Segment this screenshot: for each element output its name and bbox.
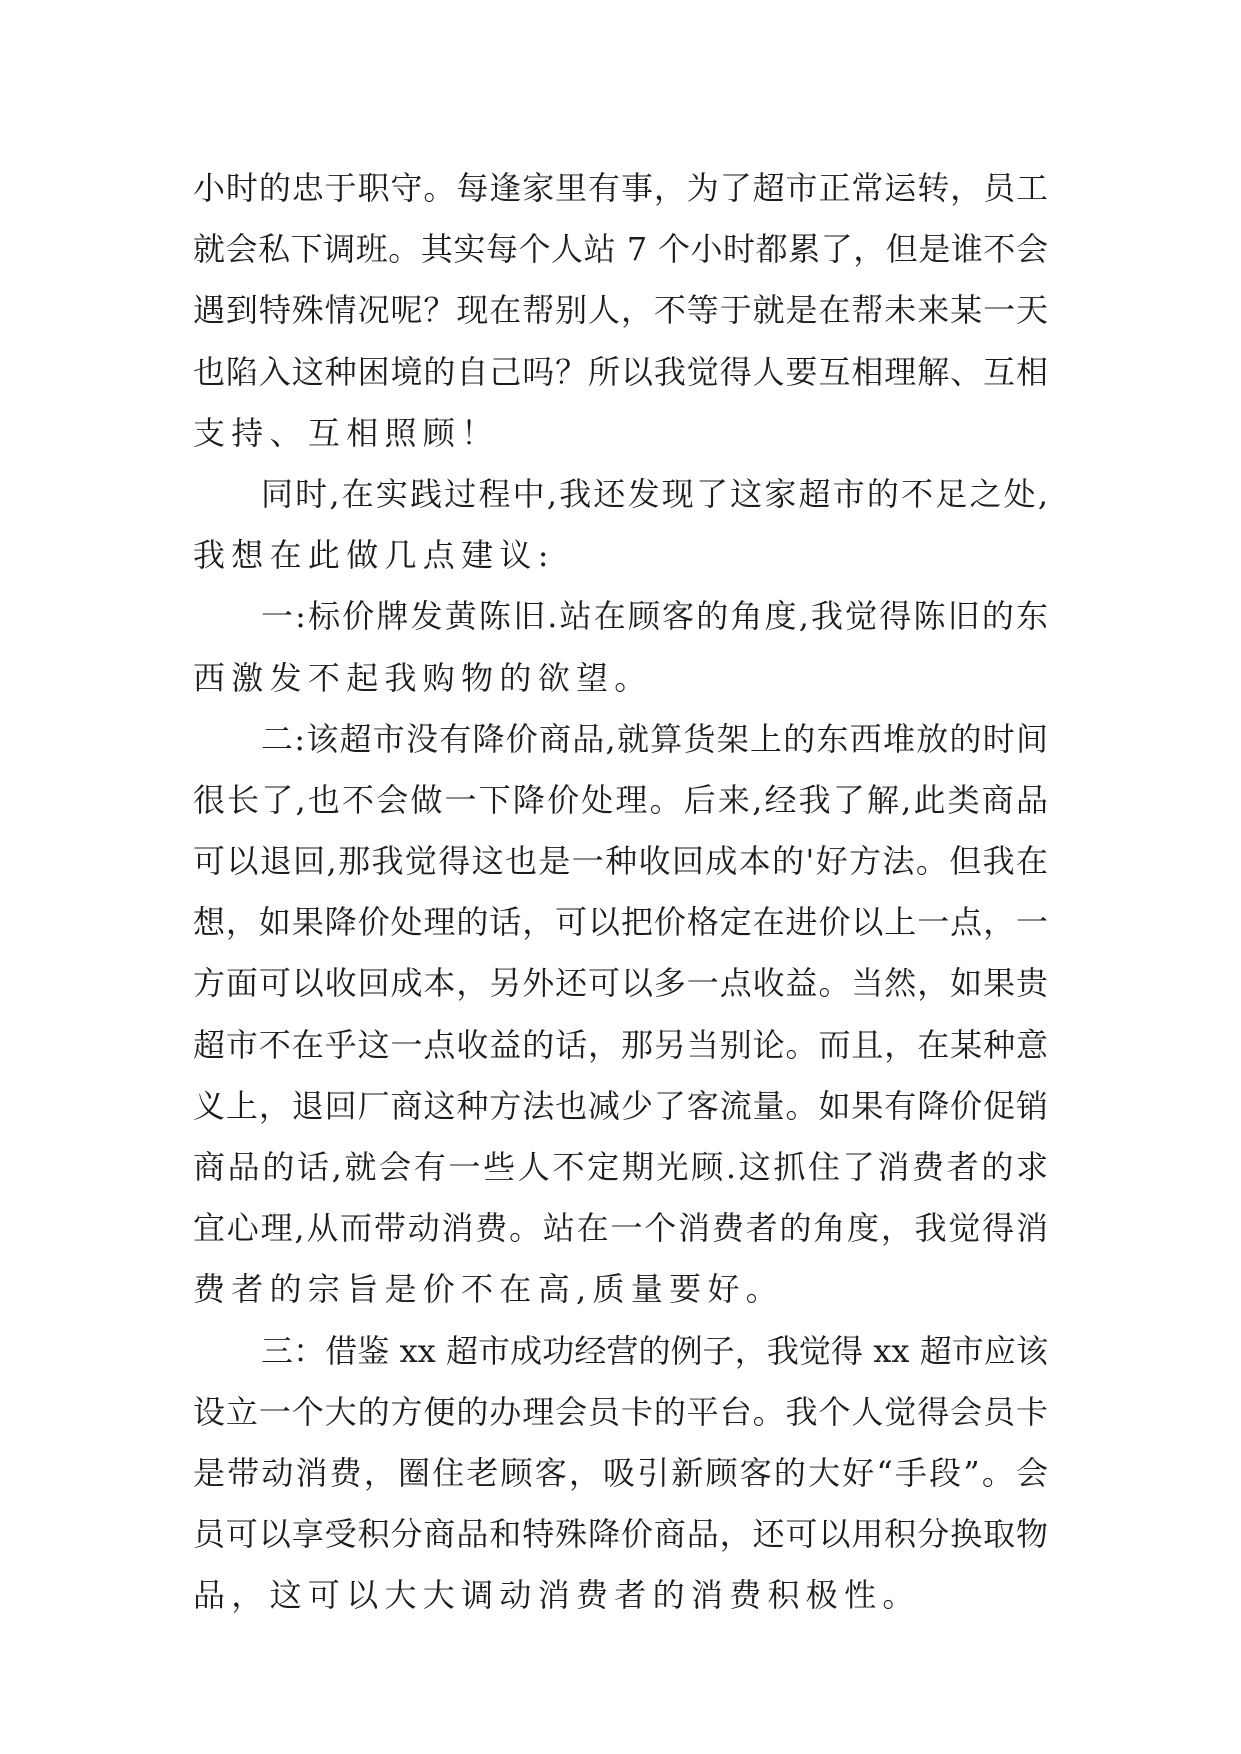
text-line: 小时的忠于职守。每逢家里有事，为了超市正常运转，员工 xyxy=(193,169,1048,207)
text-line: 我想在此做几点建议: xyxy=(193,536,555,575)
body-text xyxy=(193,158,1048,1627)
text-line: 设立一个大的方便的办理会员卡的平台。我个人觉得会员卡 xyxy=(193,1392,1048,1431)
text-line: 很长了,也不会做一下降价处理。后来,经我了解,此类商品 xyxy=(193,780,1048,819)
text-line: 同时,在实践过程中,我还发现了这家超市的不足之处, xyxy=(261,474,1048,513)
text-line: 费者的宗旨是价不在高,质量要好。 xyxy=(193,1270,784,1309)
text-line: 员可以享受积分商品和特殊降价商品，还可以用积分换取物 xyxy=(193,1515,1048,1554)
text-line: 西激发不起我购物的欲望。 xyxy=(193,658,653,697)
text-line: 遇到特殊情况呢？现在帮别人，不等于就是在帮未来某一天 xyxy=(193,291,1048,330)
text-line: 二:该超市没有降价商品,就算货架上的东西堆放的时间 xyxy=(261,719,1048,758)
text-line: 超市不在乎这一点收益的话，那另当别论。而且，在某种意 xyxy=(193,1025,1048,1064)
text-line: 一:标价牌发黄陈旧.站在顾客的角度,我觉得陈旧的东 xyxy=(261,597,1048,636)
text-line: 三：借鉴 xx 超市成功经营的例子，我觉得 xx 超市应该 xyxy=(261,1331,1048,1370)
text-line: 义上，退回厂商这种方法也减少了客流量。如果有降价促销 xyxy=(193,1086,1048,1125)
text-line: 可以退回,那我觉得这也是一种收回成本的'好方法。但我在 xyxy=(193,842,1048,881)
text-line: 宜心理,从而带动消费。站在一个消费者的角度，我觉得消 xyxy=(193,1209,1048,1248)
text-line: 是带动消费，圈住老顾客，吸引新顾客的大好“手段”。会 xyxy=(193,1453,1048,1492)
text-line: 方面可以收回成本，另外还可以多一点收益。当然，如果贵 xyxy=(193,964,1048,1003)
text-line: 支持、互相照顾！ xyxy=(193,413,500,452)
text-line: 也陷入这种困境的自己吗？所以我觉得人要互相理解、互相 xyxy=(193,352,1048,391)
text-line: 品，这可以大大调动消费者的消费积极性。 xyxy=(193,1576,921,1615)
text-line: 商品的话,就会有一些人不定期光顾.这抓住了消费者的求 xyxy=(193,1148,1048,1186)
text-line: 想，如果降价处理的话，可以把价格定在进价以上一点，一 xyxy=(193,903,1048,942)
text-line: 就会私下调班。其实每个人站 7 个小时都累了，但是谁不会 xyxy=(193,230,1048,269)
